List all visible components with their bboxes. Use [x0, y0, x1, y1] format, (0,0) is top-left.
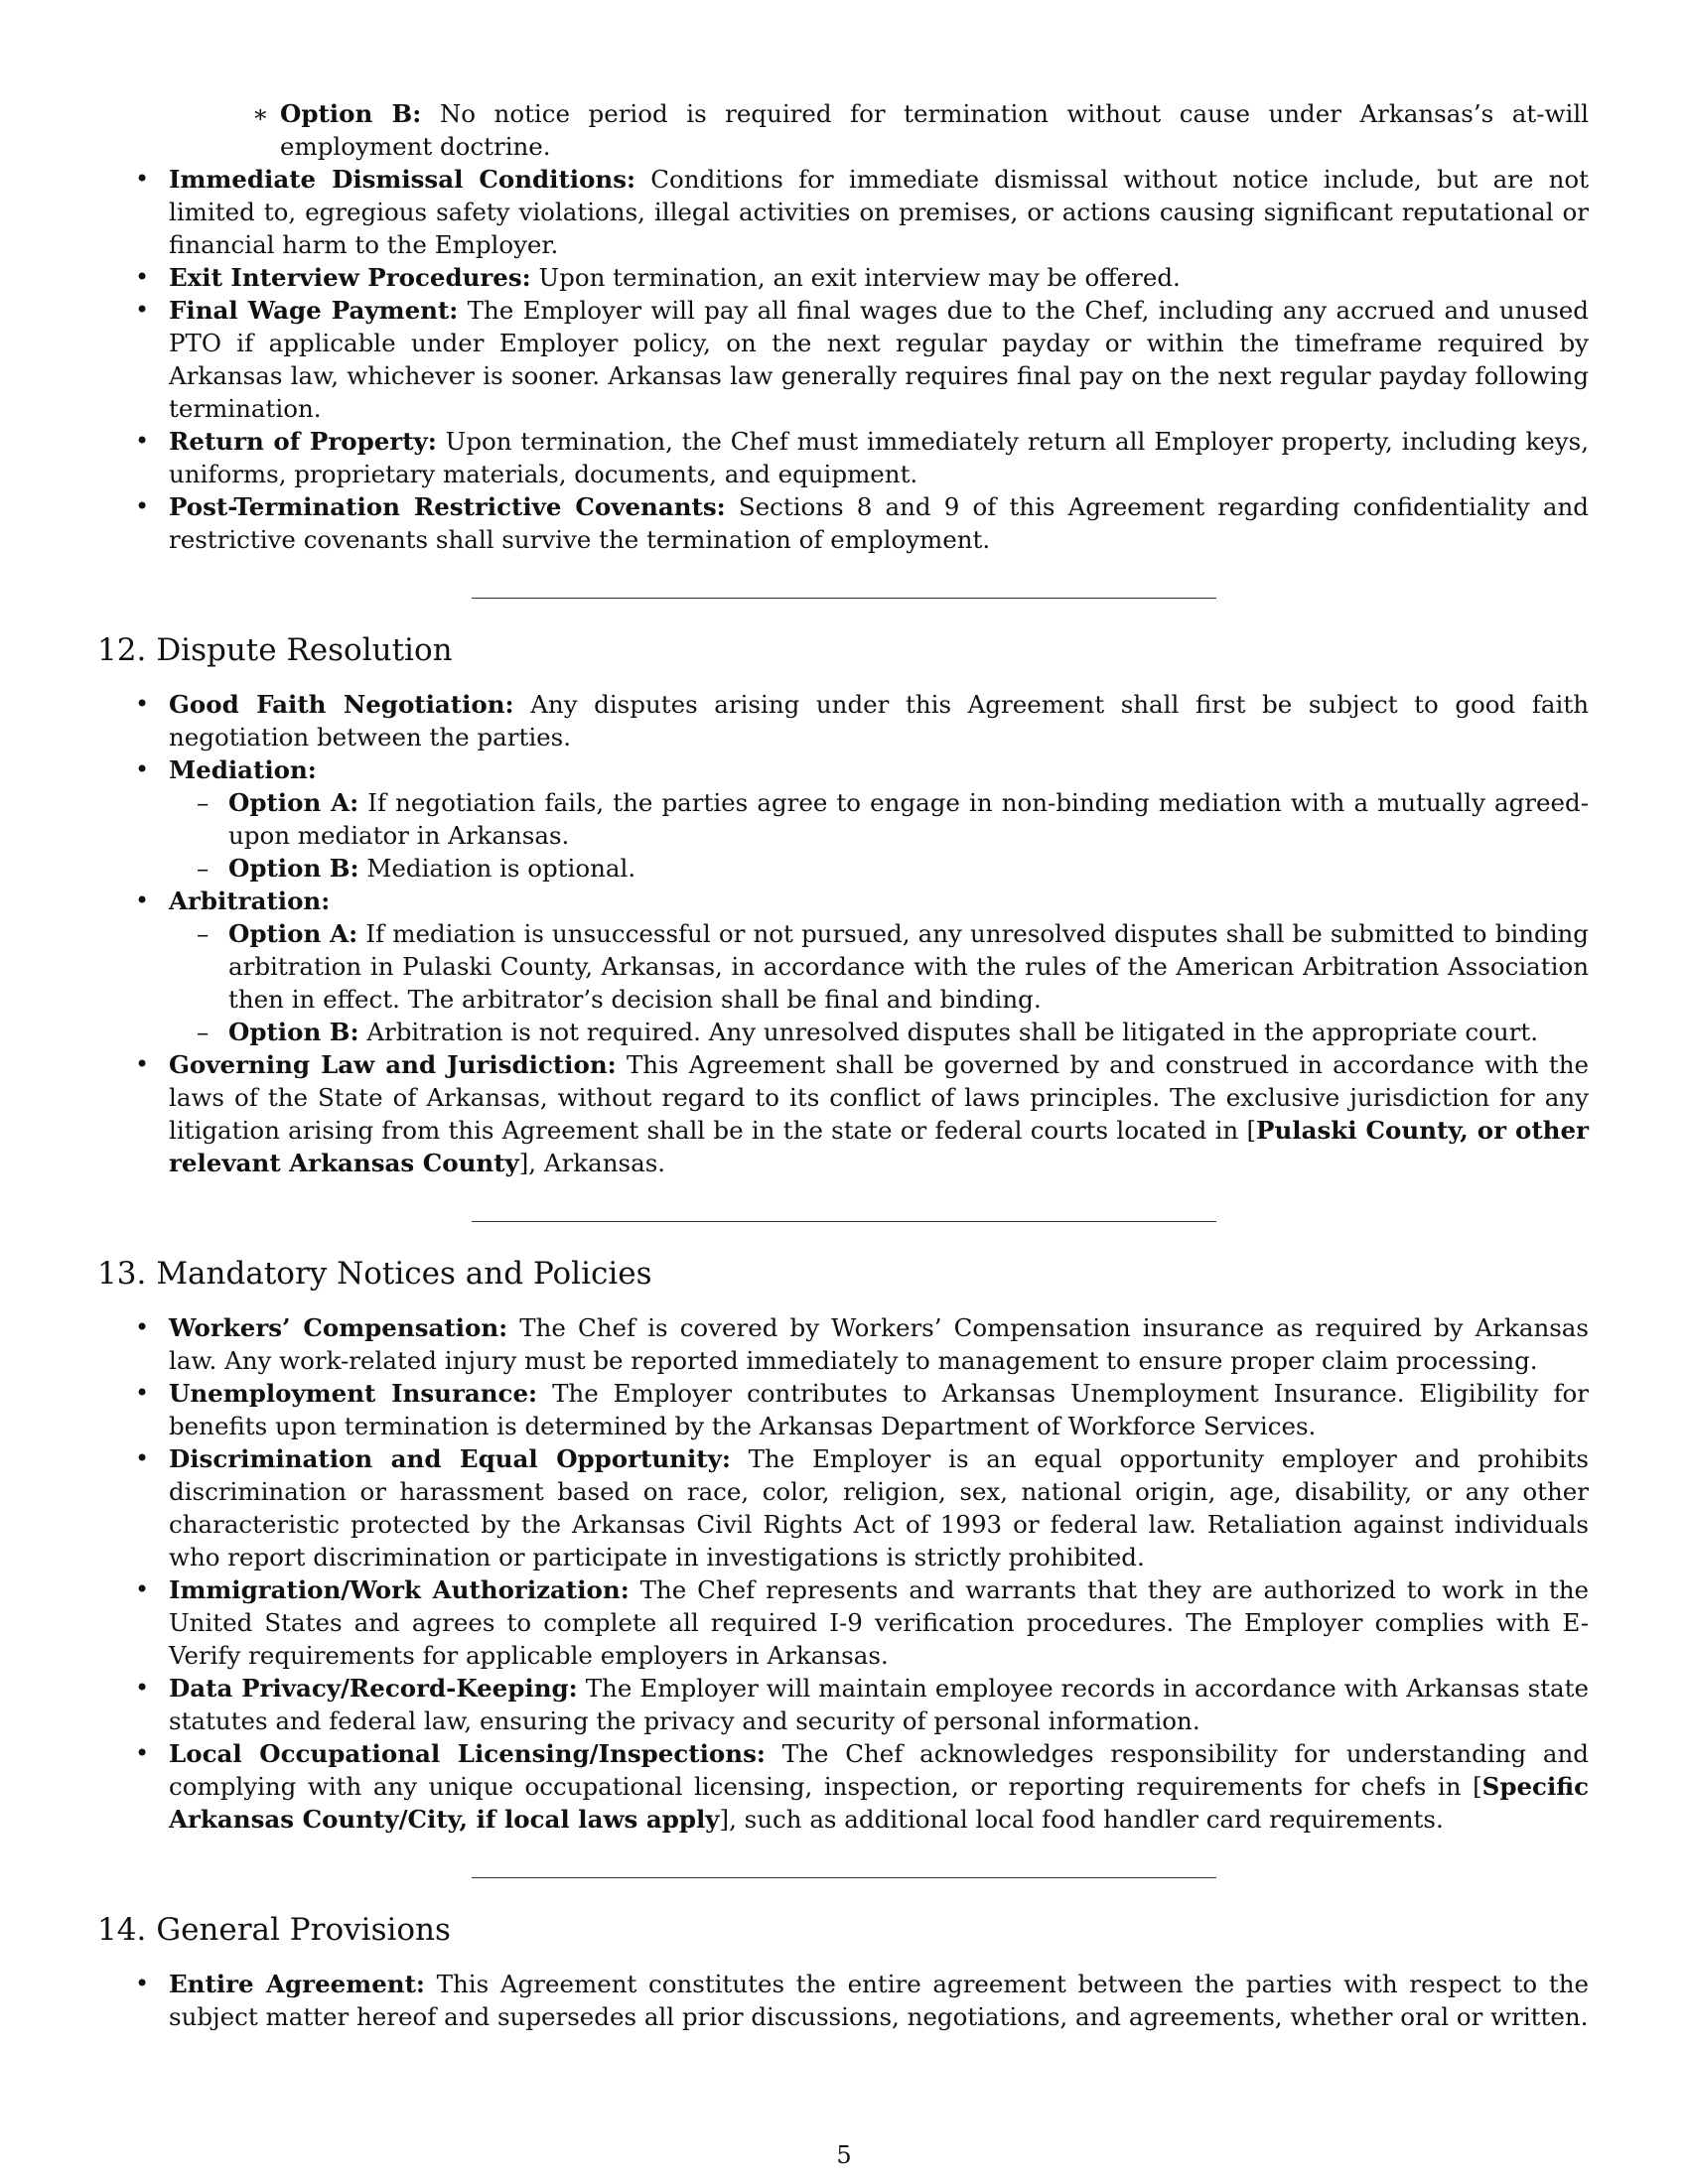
item-text: No notice period is required for termination without cause under Arkansas’s at-will employment doctrine.: [280, 99, 1589, 161]
item-text: Mediation is optional.: [358, 854, 636, 883]
item-label: Return of Property:: [169, 427, 437, 456]
section-divider: [472, 1877, 1216, 1878]
section-divider: [472, 598, 1216, 599]
item-text: The Chef is covered by Workers’ Compensation insurance as required by Arkansas law. Any work-related injury must be reported immediately to management to ensure proper claim processing.: [169, 1313, 1589, 1375]
item-label: Arbitration:: [169, 887, 331, 915]
item-label: Discrimination and Equal Opportunity:: [169, 1444, 731, 1473]
item-text: Sections 8 and 9 of this Agreement regarding confidentiality and restrictive covenants shall survive the termination of employment.: [169, 492, 1589, 554]
item-text: Upon termination, the Chef must immediately return all Employer property, including keys, uniforms, proprietary materials, documents, and equipment.: [169, 427, 1589, 488]
entire-agreement-item: [99, 1968, 1589, 2033]
item-label: Option A:: [228, 788, 359, 817]
item-text: The Chef represents and warrants that they are authorized to work in the United States and agrees to complete all required I-9 verification procedures. The Employer complies with E-Verify requirements for applicable employers in Arkansas.: [169, 1575, 1589, 1670]
item-label: Mediation:: [169, 755, 317, 784]
section-number: 14.: [97, 1912, 147, 1948]
item-label: Local Occupational Licensing/Inspections:: [169, 1739, 766, 1768]
section-title: General Provisions: [156, 1912, 451, 1948]
item-text-tail: ], such as additional local food handler card requirements.: [719, 1805, 1444, 1834]
item-text: If negotiation fails, the parties agree to engage in non-binding mediation with a mutually agreed-upon mediator in Arkansas.: [228, 788, 1589, 850]
item-label: Entire Agreement:: [169, 1970, 425, 1998]
item-text: Arbitration is not required. Any unresolved disputes shall be litigated in the appropriate court.: [358, 1018, 1539, 1046]
section-14-heading: [97, 1910, 1589, 1950]
placeholder-text: Specific Arkansas County/City, if local laws apply: [169, 1772, 1589, 1834]
item-text: Any disputes arising under this Agreement shall first be subject to good faith negotiation between the parties.: [169, 690, 1590, 751]
item-label: Option B:: [228, 854, 359, 883]
data-privacy-item: [99, 1672, 1589, 1737]
item-label: Final Wage Payment:: [169, 296, 459, 325]
item-text: The Employer will pay all final wages due to the Chef, including any accrued and unused PTO if applicable under Employer policy, on the next regular payday or within the timeframe required by Arkansas law, whichever is sooner. Arkansas law generally requires final pay on the next regular payday following termination.: [169, 296, 1589, 423]
document-page: [99, 97, 1589, 2033]
item-label: Option A:: [228, 919, 358, 948]
placeholder-text: Pulaski County, or other relevant Arkansas County: [169, 1116, 1589, 1177]
mediation-option-b: [99, 852, 1589, 885]
termination-list: [99, 97, 1589, 556]
arbitration-option-a: [99, 917, 1589, 1016]
item-label: Option B:: [280, 99, 422, 128]
section-divider: [472, 1221, 1216, 1222]
unemployment-item: [99, 1377, 1589, 1442]
final-wage-item: [99, 294, 1589, 425]
option-b-notice-item: [99, 97, 1589, 163]
item-label: Workers’ Compensation:: [169, 1313, 508, 1342]
local-licensing-item: [99, 1737, 1589, 1836]
good-faith-item: [99, 688, 1589, 753]
item-text: The Employer contributes to Arkansas Unemployment Insurance. Eligibility for benefits upon termination is determined by the Arkansas Department of Workforce Services.: [169, 1379, 1589, 1440]
section-title: Mandatory Notices and Policies: [156, 1256, 652, 1292]
immediate-dismissal-item: [99, 163, 1589, 261]
item-text-tail: ], Arkansas.: [518, 1149, 666, 1177]
workers-comp-item: [99, 1311, 1589, 1377]
item-text: Upon termination, an exit interview may be offered.: [530, 263, 1181, 292]
item-label: Governing Law and Jurisdiction:: [169, 1050, 617, 1079]
item-text: Conditions for immediate dismissal without notice include, but are not limited to, egregious safety violations, illegal activities on premises, or actions causing significant reputational or financial harm to the Employer.: [169, 165, 1589, 259]
exit-interview-item: [99, 261, 1589, 294]
item-label: Immigration/Work Authorization:: [169, 1575, 630, 1604]
discrimination-item: [99, 1442, 1589, 1573]
item-label: Option B:: [228, 1018, 359, 1046]
immigration-item: [99, 1573, 1589, 1672]
mandatory-notices-list: [99, 1311, 1589, 1836]
arbitration-item: [99, 885, 1589, 917]
dispute-resolution-list: [99, 688, 1589, 1179]
item-label: Data Privacy/Record-Keeping:: [169, 1674, 578, 1703]
item-label: Good Faith Negotiation:: [169, 690, 514, 719]
item-text: This Agreement shall be governed by and construed in accordance with the laws of the State of Arkansas, without regard to its conflict of laws principles. The exclusive jurisdiction for any litigation arising from this Agreement shall be in the state or federal courts located in [: [169, 1050, 1590, 1145]
general-provisions-list: [99, 1968, 1589, 2033]
return-property-item: [99, 425, 1589, 490]
item-text: This Agreement constitutes the entire agreement between the parties with respect to the subject matter hereof and supersedes all prior discussions, negotiations, and agreements, whether oral or written.: [169, 1970, 1589, 2031]
arbitration-option-b: [99, 1016, 1589, 1048]
post-termination-item: [99, 490, 1589, 556]
item-text: If mediation is unsuccessful or not pursued, any unresolved disputes shall be submitted to binding arbitration in Pulaski County, Arkansas, in accordance with the rules of the American Arbitration Association then in effect. The arbitrator’s decision shall be final and binding.: [228, 919, 1589, 1014]
item-label: Post-Termination Restrictive Covenants:: [169, 492, 726, 521]
mediation-item: [99, 753, 1589, 786]
page-number: 5: [836, 2141, 852, 2169]
mediation-option-a: [99, 786, 1589, 852]
item-text: The Chef acknowledges responsibility for understanding and complying with any unique occupational licensing, inspection, or reporting requirements for chefs in [: [169, 1739, 1589, 1801]
item-label: Unemployment Insurance:: [169, 1379, 538, 1408]
item-text: The Employer will maintain employee records in accordance with Arkansas state statutes and federal law, ensuring the privacy and security of personal information.: [169, 1674, 1589, 1735]
section-12-heading: [97, 630, 1589, 670]
item-label: Exit Interview Procedures:: [169, 263, 531, 292]
section-number: 13.: [97, 1256, 147, 1292]
section-title: Dispute Resolution: [156, 632, 453, 668]
item-text: The Employer is an equal opportunity employer and prohibits discrimination or harassment based on race, color, religion, sex, national origin, age, disability, or any other characteristic protected by the Arkansas Civil Rights Act of 1993 or federal law. Retaliation against individuals who report discrimination or participate in investigations is strictly prohibited.: [169, 1444, 1589, 1571]
section-number: 12.: [97, 632, 147, 668]
governing-law-item: [99, 1048, 1589, 1179]
section-13-heading: [97, 1254, 1589, 1294]
item-label: Immediate Dismissal Conditions:: [169, 165, 636, 194]
